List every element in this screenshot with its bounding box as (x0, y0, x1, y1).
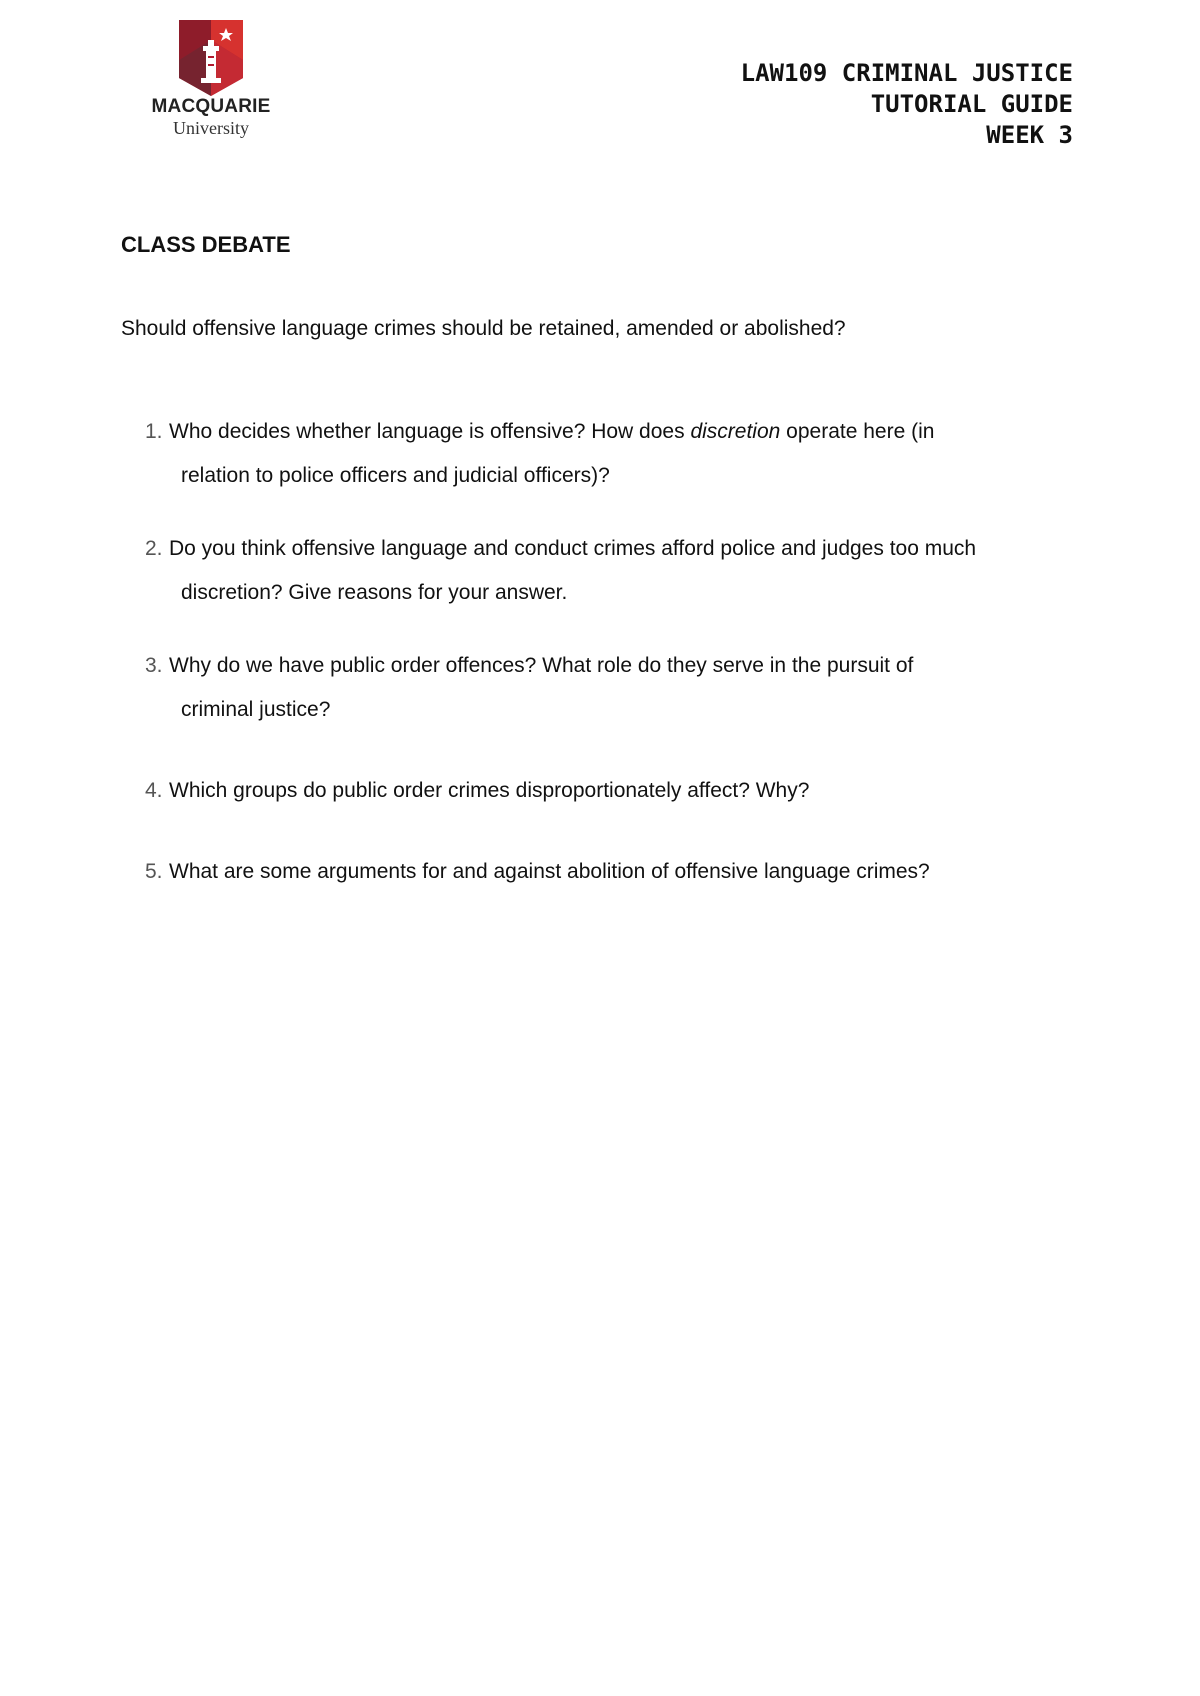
question-text (169, 644, 1045, 732)
document-header (741, 58, 1073, 151)
question-text (169, 410, 1045, 498)
debate-prompt: Should offensive language crimes should be retained, amended or abolished? (121, 317, 846, 340)
question-item (145, 644, 1045, 732)
question-continuation: relation to police officers and judicial officers)? (181, 464, 610, 487)
question-item (145, 769, 1045, 813)
section-heading: CLASS DEBATE (121, 232, 291, 257)
question-text (169, 769, 1045, 813)
question-list (145, 410, 1045, 923)
question-number: 1. (145, 420, 163, 443)
question-number: 2. (145, 537, 163, 560)
question-text-part: Who decides whether language is offensive? How does (169, 420, 691, 443)
question-number: 3. (145, 654, 163, 677)
lighthouse-crest-icon (146, 20, 276, 96)
question-text (169, 527, 1045, 615)
question-continuation: criminal justice? (181, 698, 331, 721)
question-item (145, 850, 1045, 894)
question-text-part: What are some arguments for and against abolition of offensive language crimes? (169, 860, 930, 883)
question-text-part: Do you think offensive language and conduct crimes afford police and judges too much (169, 537, 977, 560)
question-item (145, 527, 1045, 615)
guide-title: TUTORIAL GUIDE (870, 90, 1073, 118)
logo-subtitle: University (173, 118, 249, 138)
question-text-part: Which groups do public order crimes disproportionately affect? Why? (169, 779, 810, 802)
logo-wordmark: MACQUARIE (151, 96, 271, 117)
week-label: WEEK 3 (986, 121, 1073, 149)
course-title: LAW109 CRIMINAL JUSTICE (740, 59, 1073, 87)
question-continuation: discretion? Give reasons for your answer. (181, 581, 568, 604)
question-text (169, 850, 1045, 894)
question-item (145, 410, 1045, 498)
university-logo (146, 20, 276, 140)
question-text-part: Why do we have public order offences? What role do they serve in the pursuit of (169, 654, 914, 677)
question-text-part: operate here (in (780, 420, 935, 443)
question-number: 4. (145, 779, 163, 802)
question-emphasis: discretion (690, 420, 781, 443)
question-number: 5. (145, 860, 163, 883)
